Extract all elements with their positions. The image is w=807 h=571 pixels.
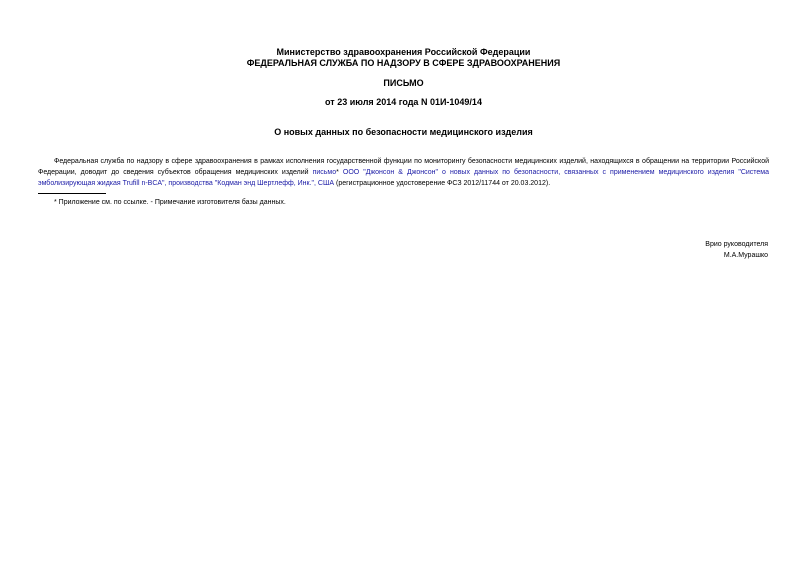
- document-subject: О новых данных по безопасности медицинского изделия: [274, 127, 533, 137]
- signature-title: Врио руководителя: [705, 241, 768, 248]
- signature-name: М.А.Мурашко: [723, 252, 768, 259]
- body-text-part2: *: [336, 169, 343, 176]
- footnote-divider: [38, 193, 106, 194]
- document-date-number: от 23 июля 2014 года N 01И-1049/14: [325, 97, 482, 107]
- service-name: ФЕДЕРАЛЬНАЯ СЛУЖБА ПО НАДЗОРУ В СФЕРЕ ЗДРАВООХРАНЕНИЯ: [246, 58, 561, 68]
- body-text-part1: Федеральная служба по надзору в сфере здравоохранения в рамках исполнения государственной функции по мониторингу безопасности медицинских изделий, находящихся в обращении на территории Российской Федерации, доводит до сведения субъектов обращения медицинских изделий: [38, 158, 769, 176]
- ministry-name: Министерство здравоохранения Российской Федерации: [276, 47, 531, 57]
- letter-link[interactable]: письмо: [312, 169, 337, 176]
- document-type: ПИСЬМО: [383, 78, 424, 88]
- product-link[interactable]: ООО "Джонсон & Джонсон" о новых данных по безопасности, связанных с применением медицинского изделия "Система эмболизирующая жидкая Trufill n-BCA", производства "Кодман энд Шертлефф, Инк.", США: [38, 169, 770, 187]
- footnote: * Приложение см. по ссылке. - Примечание изготовителя базы данных.: [54, 199, 286, 206]
- document-header: [0, 47, 807, 69]
- signature-block: [705, 239, 768, 261]
- body-text-part3: (регистрационное удостоверение ФСЗ 2012/11744 от 20.03.2012).: [334, 180, 551, 187]
- body-paragraph: [38, 156, 769, 189]
